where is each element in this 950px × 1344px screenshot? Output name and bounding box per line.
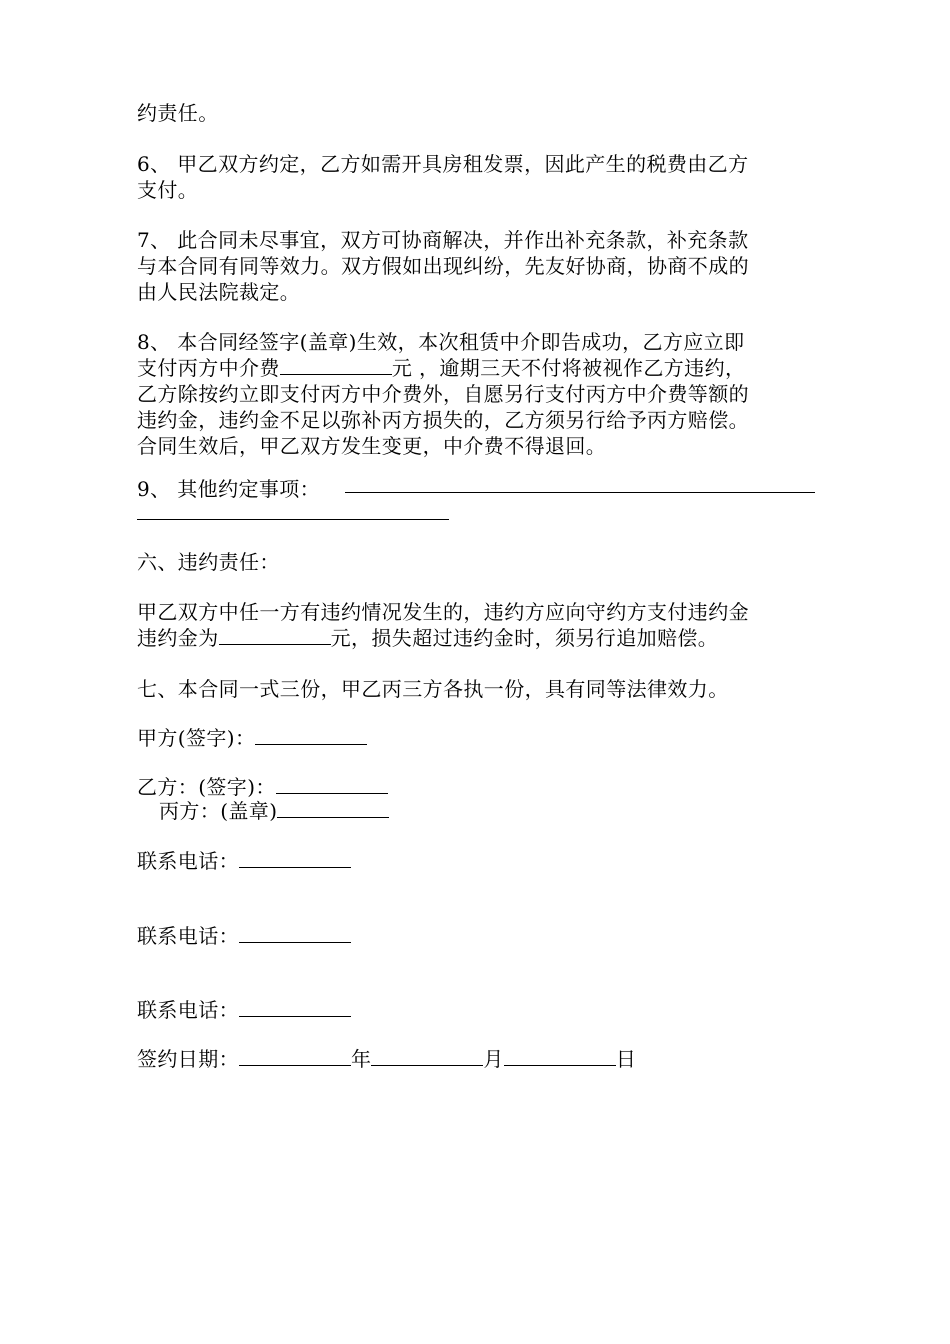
clause-7-line-1: 7、 此合同未尽事宜，双方可协商解决，并作出补充条款，补充条款 [137,228,749,252]
section-7-line: 七、本合同一式三份，甲乙丙三方各执一份，具有同等法律效力。 [137,677,729,701]
phone-blank-3[interactable] [239,998,351,1017]
clause-8-line-2: 支付丙方中介费 元 ，逾期三天不付将被视作乙方违约， [137,356,746,380]
clause-6-line-2: 支付。 [137,178,199,202]
clause-8-line-5: 合同生效后，甲乙双方发生变更，中介费不得退回。 [137,434,607,458]
penalty-amount-blank[interactable] [219,626,331,645]
clause-8-line-3: 乙方除按约立即支付丙方中介费外，自愿另行支付丙方中介费等额的 [137,382,749,406]
other-matters-blank-2[interactable] [137,519,449,520]
clause-6-line-1: 6、 甲乙双方约定，乙方如需开具房租发票，因此产生的税费由乙方 [137,152,749,176]
text-line: 约责任。 [137,101,219,125]
phone-line-1: 联系电话： [137,848,351,874]
phone-blank-2[interactable] [239,924,351,943]
day-blank[interactable] [504,1047,616,1066]
party-c-seal-blank[interactable] [277,799,389,818]
party-a-signature: 甲方(签字)： [137,725,367,751]
phone-line-2: 联系电话： [137,923,351,949]
breach-line-1: 甲乙双方中任一方有违约情况发生的，违约方应向守约方支付违约金 [137,600,749,624]
clause-9-line: 9、 其他约定事项： [137,477,321,501]
agency-fee-blank[interactable] [280,356,392,375]
party-c-seal: 丙方：(盖章) [159,798,389,824]
signing-date-line: 签约日期： 年 月 日 [137,1047,637,1071]
party-a-signature-blank[interactable] [255,726,367,745]
other-matters-blank-1[interactable] [345,492,815,493]
year-blank[interactable] [239,1047,351,1066]
breach-line-2: 违约金为 元，损失超过违约金时，须另行追加赔偿。 [137,626,719,650]
clause-7-line-2: 与本合同有同等效力。双方假如出现纠纷，先友好协商，协商不成的 [137,254,749,278]
party-b-signature-blank[interactable] [276,775,388,794]
section-6-heading: 六、违约责任： [137,550,280,574]
clause-8-line-4: 违约金，违约金不足以弥补丙方损失的，乙方须另行给予丙方赔偿。 [137,408,749,432]
phone-line-3: 联系电话： [137,997,351,1023]
party-b-signature: 乙方：(签字)： [137,774,388,800]
phone-blank-1[interactable] [239,849,351,868]
month-blank[interactable] [371,1047,483,1066]
clause-8-line-1: 8、 本合同经签字(盖章)生效，本次租赁中介即告成功，乙方应立即 [137,330,745,354]
clause-7-line-3: 由人民法院裁定。 [137,280,301,304]
